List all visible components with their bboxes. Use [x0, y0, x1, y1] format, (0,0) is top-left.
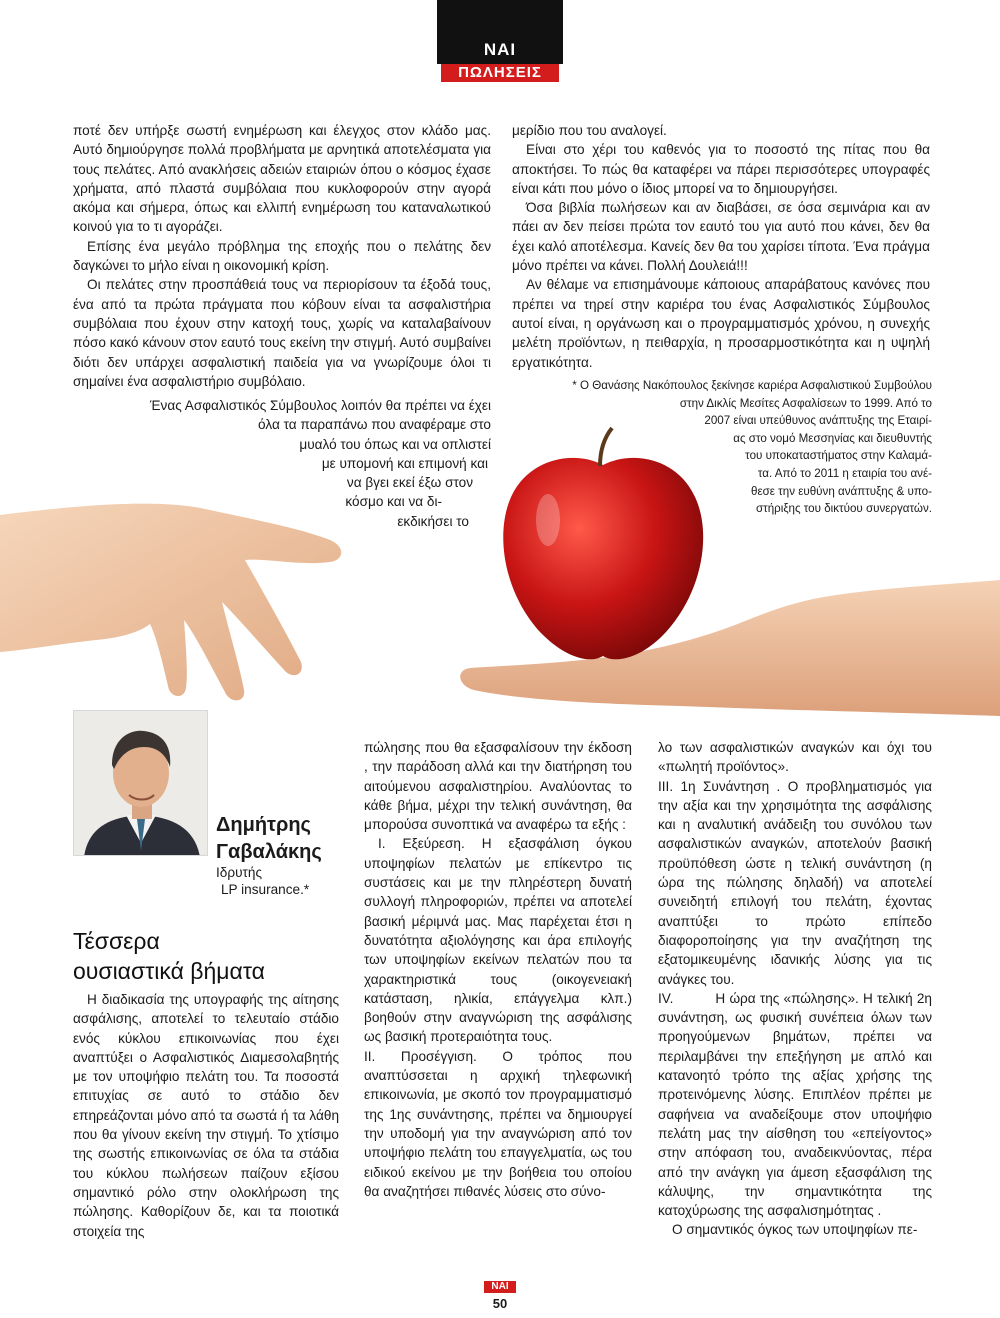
author-last-name: Γαβαλάκης [216, 841, 322, 863]
paragraph: Επίσης ένα μεγάλο πρόβλημα της εποχής που ο πελάτης δεν δαγκώνει το μήλο είναι η οικονομική κρίση. [73, 238, 491, 274]
paragraph: IV. Η ώρα της «πώλησης». Η τελική 2η συνάντηση, ως φυσική συνέπεια όλων των προηγούμενων βημάτων, πρέπει να περιλαμβάνει την επεξήγηση με απλό και κατανοητό τρόπο της αξίας χρήσης της προτεινόμενης λύσης. Επιπλέον πρέπει με σαφήνεια να αναδείξουμε στον υποψήφιο πελάτη μας την αίσθηση του «επείγοντος» στην απόφαση του, αναδεικνύοντας, πέρα από την ανάγκη για άμεση εξασφάλιση της κάλυψης, την σημαντικότητα της κατοχύρωσης της ασφαλισημότητας . [658, 990, 936, 1219]
author-role [216, 864, 309, 898]
hand-left-icon [0, 504, 341, 701]
section-tab [437, 0, 563, 82]
footnote-line: στην Δικλίς Μεσίτες Ασφαλίσεων το 1999. Από το [679, 396, 932, 410]
footnote-line: τα. Από το 2011 η εταιρία του ανέ- [757, 466, 932, 480]
paragraph: ποτέ δεν υπήρξε σωστή ενημέρωση και έλεγχος στον κλάδο μας. Αυτό δημιούργησε πολλά προβλήματα με αρνητικά αποτελέσματα για τους πελάτες. Από ανακλήσεις αδειών εταιριών όπου ο κόσμος έχασε χρήματα, από πλαστά συμβόλαια που κυκλοφορούν στην αγορά ακόμα και σήμερα, όπως και ελλιπή ενημέρωση του καταναλωτικού κοινού για το τι αγοράζει. [73, 123, 491, 235]
article-column-3 [658, 738, 936, 1240]
section-label: ΠΩΛΗΣΕΙΣ [441, 64, 559, 82]
paragraph: Αν θέλαμε να επισημάνουμε κάποιους απαράβατους κανόνες που πρέπει να τηρεί στην καριέρα του ένας Ασφαλιστικός Σύμβουλος αυτοί είναι, η οργάνωση και ο προγραμματισμός χρόνου, η συνεχής μελέτη προϊόντων, η πειθαρχία, η προσαρμοστικότητα και η υψηλή εργατικότητα. [512, 277, 930, 370]
footer-logo: NAI [484, 1281, 516, 1293]
author-title: Ιδρυτής [216, 865, 262, 880]
heading-line: ουσιαστικά βήματα [73, 958, 265, 984]
brand-label: NAI [483, 40, 517, 59]
article-column-2 [364, 738, 632, 1201]
paragraph: Η διαδικασία της υπογραφής της αίτησης ασφάλισης, αποτελεί το τελευταίο στάδιο ενός κύκλου επικοινωνίας που έχει αναπτύξει ο Ασφαλιστικός Διαμεσολαβητής με τον υποψήφιο πελάτη του. Τα ποσοστά επιτυχίας σε αυτό το στάδιο δεν επηρεάζονται μόνο από τα σωστά ή τα λάθη που θα γίνουν εκείνη την στιγμή. Το χτίσιμο της σωστής επικοινωνίας σε όλα τα στάδια του κύκλου πωλήσεων παίζουν εξίσου σημαντικό ρόλο στην ολοκλήρωση της πώλησης. Καθορίζουν δε, και τα ποιοτικά στοιχεία της [73, 992, 339, 1239]
text-line: όλα τα παραπάνω που αναφέραμε στο [258, 417, 491, 433]
footnote-line: * Ο Θανάσης Νακόπουλος ξεκίνησε καριέρα Ασφαλιστικού Συμβούλου [572, 379, 932, 392]
article-column-1 [73, 990, 339, 1241]
text-line: με υπομονή και επιμονή και [321, 455, 488, 471]
text-line: μυαλό του όπως και να οπλιστεί [299, 436, 491, 452]
paragraph: ΙΙ. Προσέγγιση. Ο τρόπος που αναπτύσσεται η αρχική τηλεφωνική επικοινωνία, με σκοπό τον προγραμματισμό της 1ης συνάντησης, πρέπει να δημιουργεί την υποδομή για την αναγνώριση από τον υποψήφιο πελάτη του επαγγελματία, ως του ειδικού εκείνου με την βοήθεια του οποίου θα αναζητήσει πιθανές λύσεις στο σύνο- [364, 1048, 632, 1199]
paragraph: Οι πελάτες στην προσπάθειά τους να περιορίσουν τα έξοδά τους, ένα από τα πρώτα πράγματα που κόβουν είναι τα ασφαλιστήρια συμβόλαια που έχουν στην κατοχή τους, χωρίς να καταλαβαίνουν πόσο κακό κάνουν στον εαυτό τους εκείνη την στιγμή. Αυτό συμβαίνει διότι δεν υπάρχει ασφαλιστική παιδεία για να γνωρίζουμε όλοι τι σημαίνει ένα ασφαλιστήριο συμβόλαιο. [73, 277, 491, 389]
footnote-line: του υποκαταστήματος στην Καλαμά- [745, 449, 932, 463]
intro-column-left [73, 121, 491, 391]
footnote-line: θεσε την ευθύνη ανάπτυξης & υπο- [751, 484, 932, 498]
paragraph: μερίδιο που του αναλογεί. [512, 123, 667, 138]
author-company: LP insurance.* [221, 882, 310, 897]
intro-column-left-wrap [73, 396, 491, 531]
author-footnote [520, 377, 932, 518]
footnote-line: 2007 είναι υπεύθυνος ανάπτυξης της Εταιρί- [704, 414, 932, 428]
footnote-line: στήριξης του δικτύου συνεργατών. [755, 502, 932, 516]
paragraph: λο των ασφαλιστικών αναγκών και όχι του «πωλητή προϊόντος». [658, 740, 932, 775]
author-name [216, 812, 322, 866]
page-number: 50 [492, 1296, 508, 1311]
paragraph: Όσα βιβλία πωλήσεων και αν διαβάσει, σε όσα σεμινάρια και αν πάει αν δεν πείσει πρώτα τον εαυτό του για αυτό που κάνει, δεν θα έχει καλό αποτέλεσμα. Κανείς δεν θα του χαρίσει τίποτα. Ένα πράγμα μόνο πρέπει να κάνει. Πολλή Δουλειά!!! [512, 200, 930, 274]
author-first-name: Δημήτρης [216, 814, 311, 836]
text-line: εκδικήσει το [397, 513, 469, 529]
paragraph: ΙΙΙ. 1η Συνάντηση . Ο προβληματισμός για την αξία και την χρησιμότητα της ασφάλισης και η αναλυτική ανάδειξη του συνόλου των ασφαλιστικών αναγκών, αποτελούν βασική προϋπόθεση ώστε η τελική συνάντηση (η ώρα της πώλησης δηλαδή) να αποτελεί συνειδητή επιλογή του πελάτη, έχοντας αναπτύξει το πρώτο επίπεδο διαφοροποίησης για την αναζήτηση της εξατομικευμένης ιδανικής λύσης για τις ανάγκες του. [658, 778, 932, 987]
paragraph: πώλησης που θα εξασφαλίσουν την έκδοση , την παράδοση αλλά και την διατήρηση του αιτούμενου ασφαλιστηρίου. Αναλύοντας το κάθε βήμα, μέχρι την τελική συνάντηση, θα μπορούσα συνοπτικά να αναφέρω τα εξής : [364, 740, 632, 833]
intro-column-right [512, 121, 930, 372]
footnote-line: ας στο νομό Μεσσηνίας και διευθυντής [733, 431, 932, 445]
portrait-icon [74, 711, 208, 856]
paragraph: Ι. Εξεύρεση. Η εξασφάλιση όγκου υποψηφίων πελατών με επίκεντρο τις συστάσεις και με την πληρέστερη δυνατή συλλογή πληροφοριών, πρέπει να αποτελεί βασική μέριμνά μας. Μας παρέχεται έτσι η δυνατότητα αξιολόγησης και άρα επιλογής των υποψηφίων εκείνων πελατών που τα χαρακτηριστικά τους (οικογενειακή κατάσταση, ηλικία, επάγγελμα κλπ.) βοηθούν στην αναγνώριση της ασφάλισης ως βασική προτεραιότητα τους. [364, 836, 632, 1045]
author-portrait [73, 710, 208, 856]
text-line: Ένας Ασφαλιστικός Σύμβουλος λοιπόν θα πρέπει να έχει [149, 398, 491, 413]
paragraph: Ο σημαντικός όγκος των υποψηφίων πε- [672, 1222, 918, 1238]
article-heading [73, 926, 265, 986]
heading-line: Τέσσερα [73, 928, 160, 954]
text-line: να βγει εκεί έξω στον [346, 475, 473, 491]
text-line: κόσμο και να δι- [345, 494, 442, 510]
paragraph: Είναι στο χέρι του καθενός για το ποσοστό της πίτας που θα αποκτήσει. Το πώς θα καταφέρει να πάρει περισσότερες υπογραφές είναι κάτι που μόνο ο ίδιος μπορεί να το δημιουργήσει. [512, 142, 930, 196]
